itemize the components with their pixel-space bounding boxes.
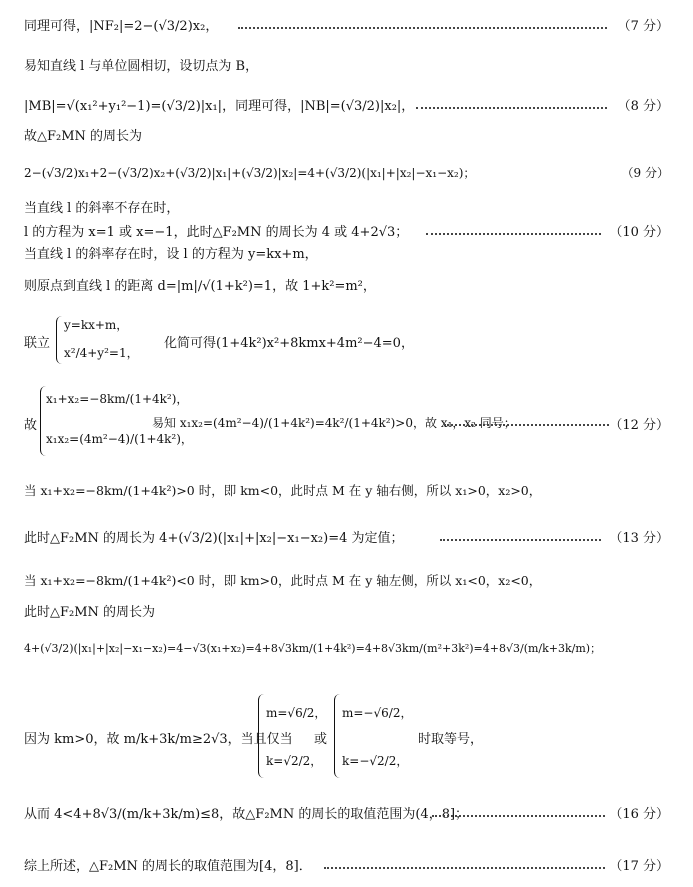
system-eq-2: x₁x₂=(4m²−4)/(1+4k²)， xyxy=(46,432,193,446)
line-text: |MB|=√(x₁²+y₁²−1)=(√3/2)|x₁|，同理可得，|NB|=(√3/2)|x₂|， xyxy=(24,99,415,114)
left-brace xyxy=(258,694,265,778)
line-text: 此时△F₂MN 的周长为 xyxy=(24,605,156,620)
or-label: 或 xyxy=(314,732,328,747)
dot-leader xyxy=(444,424,609,426)
system-eq-1: x₁+x₂=−8km/(1+4k²)， xyxy=(46,392,189,406)
line-text: 综上所述，△F₂MN 的周长的取值范围为[4，8]． xyxy=(24,859,312,874)
dot-leader xyxy=(426,233,601,235)
solution-line-14 xyxy=(24,572,669,590)
score-label: （17 分） xyxy=(609,859,669,874)
equation-system-2 xyxy=(24,386,669,456)
line-text: 此时△F₂MN 的周长为 4+(√3/2)(|x₁|+|x₂|−x₁−x₂)=4 为定值； xyxy=(24,531,404,546)
solution-line-6 xyxy=(24,200,669,218)
line-text: 4+(√3/2)(|x₁|+|x₂|−x₁−x₂)=4−√3(x₁+x₂)=4+8√3km/(1+4k²)=4+8√3km/(m²+3k²)=4+8√3/(m/k+3k/m)； xyxy=(24,642,602,655)
score-label: （10 分） xyxy=(609,225,669,240)
system-eq-2: x²/4+y²=1， xyxy=(64,346,139,360)
score-label: （7 分） xyxy=(617,19,669,34)
line-text: 当 x₁+x₂=−8km/(1+4k²)<0 时，即 km>0，此时点 M 在 y 轴左侧，所以 x₁<0，x₂<0， xyxy=(24,573,542,588)
line-text: 易知 x₁x₂=(4m²−4)/(1+4k²)=4k²/(1+4k²)>0，故 x₁，x₂ 同号； xyxy=(152,416,516,430)
system-eq-1: m=−√6/2， xyxy=(342,706,413,720)
dot-leader xyxy=(440,539,601,541)
solution-line-18 xyxy=(24,806,669,824)
line-text: 因为 km>0，故 m/k+3k/m≥2√3，当且仅当 xyxy=(24,732,293,747)
system-eq-2: k=−√2/2， xyxy=(342,754,409,768)
line-text: 当直线 l 的斜率存在时，设 l 的方程为 y=kx+m， xyxy=(24,247,318,262)
left-brace xyxy=(334,694,341,778)
line-text: 同理可得，|NF₂|=2−(√3/2)x₂， xyxy=(24,19,219,34)
line-text: 当直线 l 的斜率不存在时， xyxy=(24,201,180,216)
solution-line-8 xyxy=(24,246,669,264)
solution-line-2 xyxy=(24,58,669,76)
score-label: （16 分） xyxy=(609,807,669,822)
line-text: 易知直线 l 与单位圆相切，设切点为 B， xyxy=(24,59,259,74)
dot-leader xyxy=(238,27,607,29)
system-eq-1: y=kx+m， xyxy=(64,318,129,332)
line-text: 时取等号， xyxy=(418,732,484,747)
dot-leader xyxy=(324,867,605,869)
solution-line-15 xyxy=(24,604,669,622)
system-label: 故 xyxy=(24,418,38,433)
score-label: （8 分） xyxy=(617,99,669,114)
solution-line-19 xyxy=(24,858,669,876)
left-brace xyxy=(56,316,63,364)
system-label: 联立 xyxy=(24,336,51,351)
solution-line-13 xyxy=(24,530,669,548)
score-label: （9 分） xyxy=(621,166,669,180)
line-text: 化简可得(1+4k²)x²+8kmx+4m²−4=0， xyxy=(164,336,414,351)
dot-leader xyxy=(416,107,607,109)
solution-line-9 xyxy=(24,278,669,296)
line-text: 故△F₂MN 的周长为 xyxy=(24,129,143,144)
equality-condition xyxy=(24,694,669,778)
score-label: （12 分） xyxy=(609,418,669,433)
equation-system-1 xyxy=(24,316,664,366)
score-label: （13 分） xyxy=(609,531,669,546)
line-text: l 的方程为 x=1 或 x=−1，此时△F₂MN 的周长为 4 或 4+2√3； xyxy=(24,225,409,240)
dot-leader xyxy=(432,815,605,817)
system-eq-2: k=√2/2， xyxy=(266,754,323,768)
solution-line-12 xyxy=(24,482,669,500)
solution-line-3 xyxy=(24,98,669,116)
line-text: 2−(√3/2)x₁+2−(√3/2)x₂+(√3/2)|x₁|+(√3/2)|x₂|=4+(√3/2)(|x₁|+|x₂|−x₁−x₂)； xyxy=(24,166,476,180)
solution-line-16 xyxy=(24,640,669,658)
solution-line-5 xyxy=(24,164,669,182)
system-eq-1: m=√6/2， xyxy=(266,706,327,720)
line-text: 则原点到直线 l 的距离 d=|m|/√(1+k²)=1，故 1+k²=m²， xyxy=(24,279,376,294)
line-text: 当 x₁+x₂=−8km/(1+4k²)>0 时，即 km<0，此时点 M 在 y 轴右侧，所以 x₁>0，x₂>0， xyxy=(24,483,542,498)
line-text: 从而 4<4+8√3/(m/k+3k/m)≤8，故△F₂MN 的周长的取值范围为(4，8]； xyxy=(24,807,469,822)
solution-line-7 xyxy=(24,224,669,242)
solution-line-4 xyxy=(24,128,669,146)
solution-line-1 xyxy=(24,18,669,36)
